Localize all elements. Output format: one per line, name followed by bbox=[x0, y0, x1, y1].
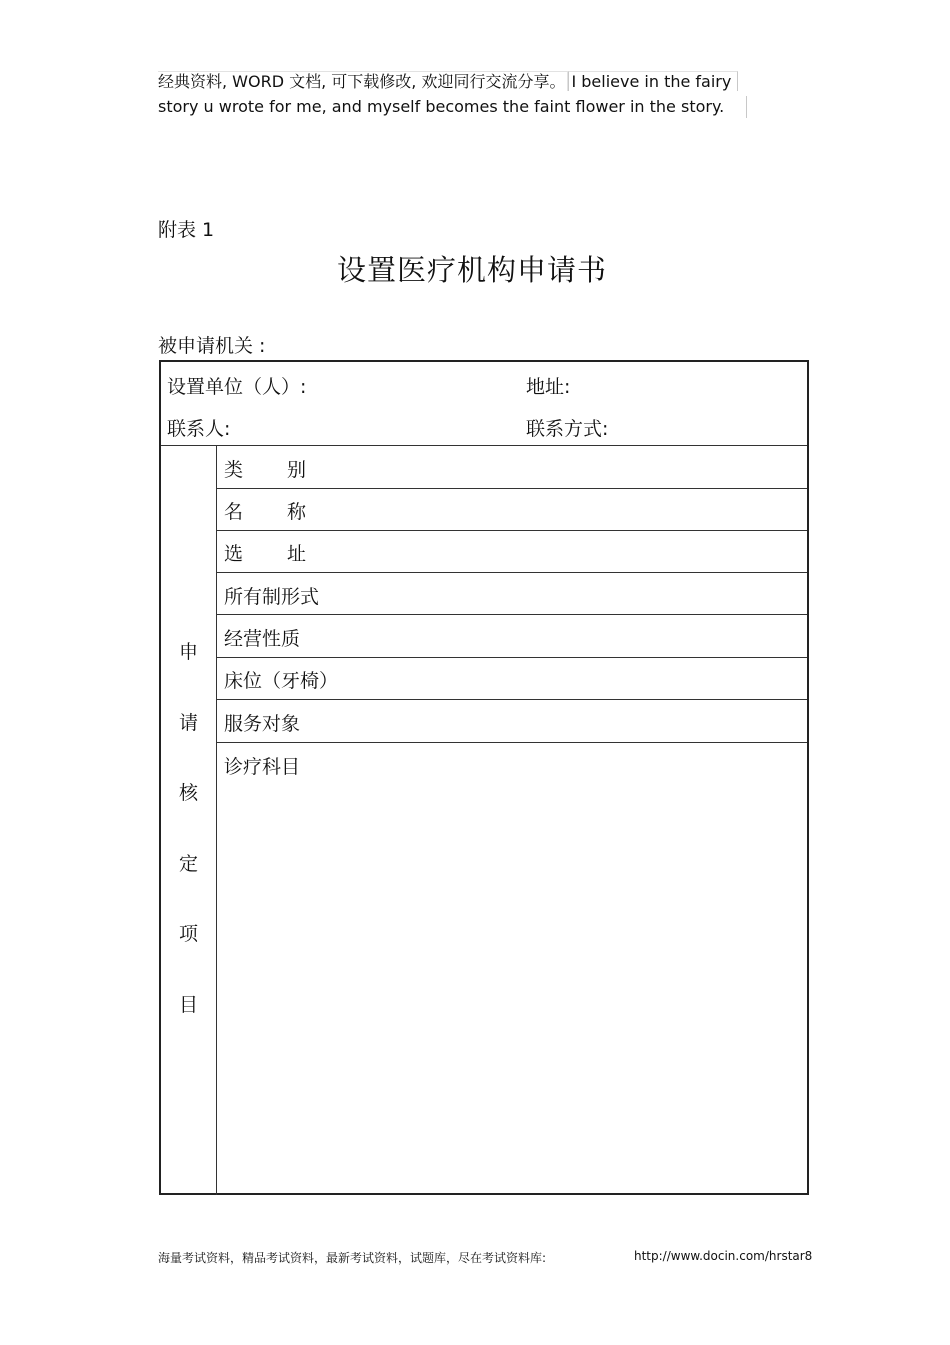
banner-cn-text: 经典资料, WORD 文档, 可下载修改, 欢迎同行交流分享。 bbox=[158, 71, 568, 91]
footer-url-link[interactable]: http://www.docin.com/hrstar8 bbox=[634, 1249, 813, 1263]
authority-label: 被申请机关 : bbox=[158, 335, 266, 357]
row-separator bbox=[217, 657, 807, 658]
item-site-char: 址 bbox=[287, 543, 307, 565]
side-heading-char: 请 bbox=[178, 712, 198, 734]
item-service-target-label: 服务对象 bbox=[224, 713, 301, 735]
side-heading-char: 定 bbox=[178, 853, 198, 875]
row-separator bbox=[217, 530, 807, 531]
row-separator bbox=[217, 742, 807, 743]
footer-promo-text: 海量考试资料，精品考试资料，最新考试资料，试题库，尽在考试资料库: bbox=[158, 1251, 547, 1265]
banner-divider bbox=[746, 96, 747, 118]
side-column-divider bbox=[216, 446, 217, 1195]
contact-person-label: 联系人: bbox=[167, 418, 231, 440]
address-label: 地址: bbox=[526, 376, 571, 398]
item-departments-label: 诊疗科目 bbox=[224, 756, 301, 778]
appendix-label: 附表 1 bbox=[158, 219, 215, 241]
item-site-char: 选 bbox=[224, 543, 244, 565]
application-form-table bbox=[159, 360, 809, 1195]
item-operation-nature-label: 经营性质 bbox=[224, 628, 301, 650]
banner-line-1 bbox=[158, 71, 738, 93]
applicant-unit-label: 设置单位（人）: bbox=[167, 376, 307, 398]
document-title: 设置医疗机构申请书 bbox=[336, 253, 607, 287]
contact-method-label: 联系方式: bbox=[526, 418, 609, 440]
item-name-label bbox=[224, 500, 306, 524]
item-category-char: 类 bbox=[224, 459, 244, 481]
row-separator bbox=[217, 614, 807, 615]
item-name-char: 称 bbox=[287, 501, 307, 523]
side-heading-char: 目 bbox=[178, 994, 198, 1016]
banner-line-2: story u wrote for me, and myself becomes the faint flower in the story. bbox=[158, 97, 725, 116]
row-separator bbox=[217, 572, 807, 573]
item-name-char: 名 bbox=[224, 501, 244, 523]
side-heading-char: 申 bbox=[178, 641, 198, 663]
item-ownership-label: 所有制形式 bbox=[224, 586, 320, 608]
row-separator bbox=[217, 488, 807, 489]
item-site-label bbox=[224, 542, 306, 566]
item-beds-label: 床位（牙椅） bbox=[224, 670, 339, 692]
row-separator bbox=[217, 699, 807, 700]
header-separator bbox=[161, 445, 807, 446]
side-heading-char: 项 bbox=[178, 923, 198, 945]
item-category-label bbox=[224, 458, 306, 482]
side-heading-char: 核 bbox=[178, 782, 198, 804]
banner-en-text: I believe in the fairy bbox=[568, 71, 738, 91]
item-category-char: 别 bbox=[287, 459, 307, 481]
